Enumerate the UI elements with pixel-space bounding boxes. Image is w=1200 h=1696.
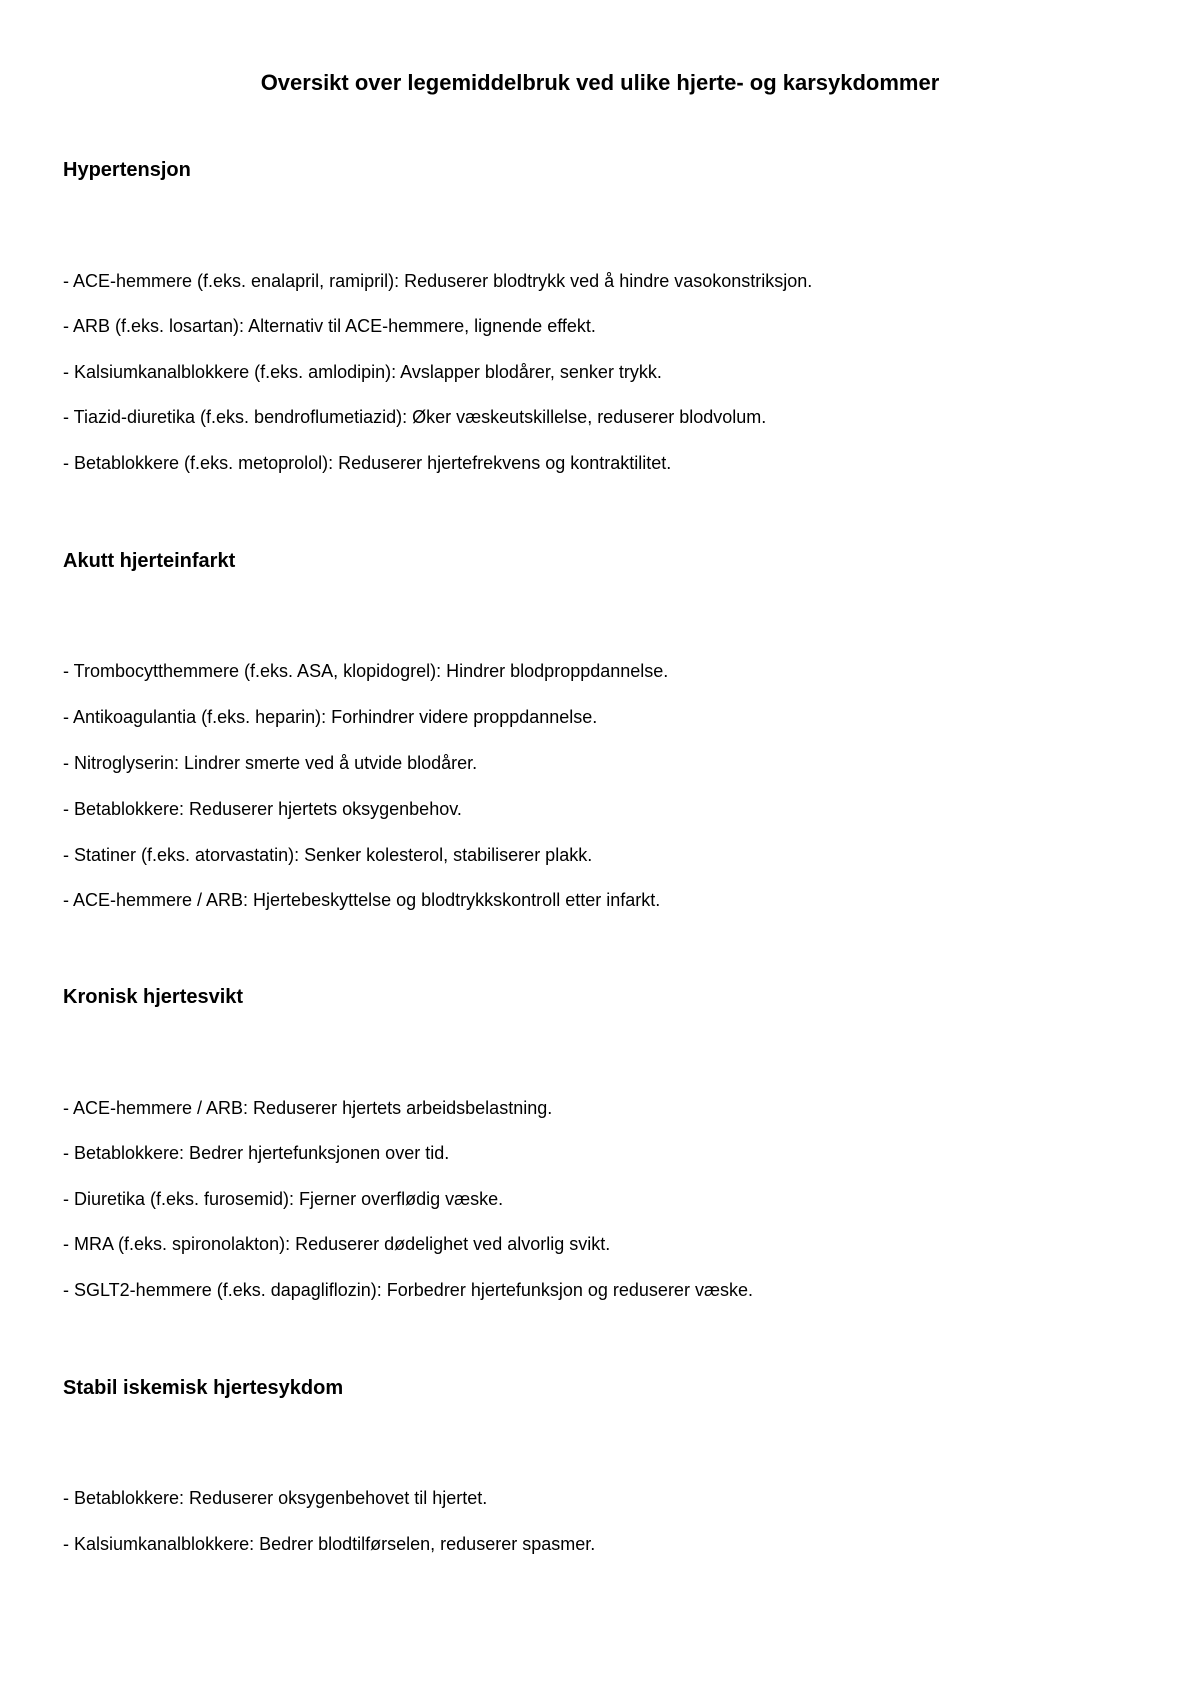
list-item: - Betablokkere: Bedrer hjertefunksjonen over tid. (63, 1143, 450, 1163)
list-item: - Antikoagulantia (f.eks. heparin): Forhindrer videre proppdannelse. (63, 707, 598, 727)
list-item: - Statiner (f.eks. atorvastatin): Senker kolesterol, stabiliserer plakk. (63, 845, 593, 865)
section-heading-hypertensjon: Hypertensjon (63, 159, 191, 181)
list-item: - Betablokkere (f.eks. metoprolol): Reduserer hjertefrekvens og kontraktilitet. (63, 453, 672, 473)
list-item: - ARB (f.eks. losartan): Alternativ til ACE-hemmere, lignende effekt. (63, 316, 596, 336)
list-item: - Kalsiumkanalblokkere: Bedrer blodtilførselen, reduserer spasmer. (63, 1534, 596, 1554)
list-item: - Diuretika (f.eks. furosemid): Fjerner overflødig væske. (63, 1189, 504, 1209)
list-item: - ACE-hemmere / ARB: Hjertebeskyttelse og blodtrykkskontroll etter infarkt. (63, 890, 661, 910)
list-item: - ACE-hemmere (f.eks. enalapril, ramipril): Reduserer blodtrykk ved å hindre vasokonstriksjon. (63, 271, 813, 291)
list-item: - SGLT2-hemmere (f.eks. dapagliflozin): Forbedrer hjertefunksjon og reduserer væske. (63, 1280, 753, 1300)
section-heading-stabil-iskemisk-hjertesykdom: Stabil iskemisk hjertesykdom (63, 1377, 344, 1399)
list-item: - Nitroglyserin: Lindrer smerte ved å utvide blodårer. (63, 753, 478, 773)
list-item: - MRA (f.eks. spironolakton): Reduserer dødelighet ved alvorlig svikt. (63, 1234, 611, 1254)
list-item: - Betablokkere: Reduserer oksygenbehovet til hjertet. (63, 1488, 488, 1508)
list-item: - Tiazid-diuretika (f.eks. bendroflumetiazid): Øker væskeutskillelse, reduserer blodvolum. (63, 407, 767, 427)
list-item: - Betablokkere: Reduserer hjertets oksygenbehov. (63, 799, 462, 819)
list-item: - ACE-hemmere / ARB: Reduserer hjertets arbeidsbelastning. (63, 1098, 553, 1118)
section-heading-kronisk-hjertesvikt: Kronisk hjertesvikt (63, 986, 244, 1008)
list-item: - Kalsiumkanalblokkere (f.eks. amlodipin): Avslapper blodårer, senker trykk. (63, 362, 662, 382)
document-title: Oversikt over legemiddelbruk ved ulike hjerte- og karsykdommer (260, 70, 940, 95)
list-item: - Trombocytthemmere (f.eks. ASA, klopidogrel): Hindrer blodproppdannelse. (63, 661, 669, 681)
section-heading-akutt-hjerteinfarkt: Akutt hjerteinfarkt (63, 550, 236, 572)
